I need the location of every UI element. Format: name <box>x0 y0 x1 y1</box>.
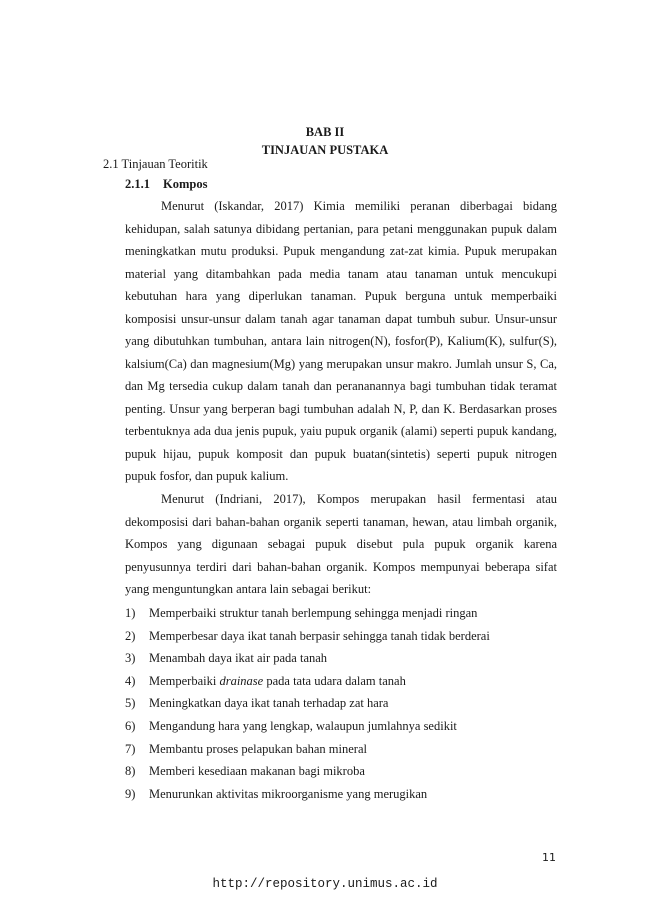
list-item-text: Menurunkan aktivitas mikroorganisme yang merugikan <box>149 786 428 801</box>
list-item-text: Membantu proses pelapukan bahan mineral <box>149 741 367 756</box>
section-heading: 2.1 Tinjauan Teoritik <box>103 157 208 171</box>
list-item-number: 6) <box>125 718 136 733</box>
list-item <box>125 670 565 693</box>
list-item-number: 4) <box>125 673 136 688</box>
chapter-number: BAB II <box>305 125 345 139</box>
list-item-number: 5) <box>125 696 136 711</box>
list-item-text: Menambah daya ikat air pada tanah <box>149 651 328 666</box>
list-item <box>125 692 565 715</box>
list-item <box>125 760 565 783</box>
chapter-title: TINJAUAN PUSTAKA <box>261 143 389 157</box>
list-item-text: Mengandung hara yang lengkap, walaupun jumlahnya sedikit <box>149 718 457 733</box>
list-item-text-pre: Memperbaiki <box>149 673 220 688</box>
list-item <box>125 647 565 670</box>
list-item-text: Meningkatkan daya ikat tanah terhadap zat hara <box>149 696 389 711</box>
list-item <box>125 738 565 761</box>
list-item <box>125 783 565 806</box>
list-item <box>125 625 565 648</box>
paragraph-kompos-1: Menurut (Iskandar, 2017) Kimia memiliki peranan diberbagai bidang kehidupan, salah satunya dibidang pertanian, para petani menggunakan pupuk dalam meningkatkan mutu produksi. Pupuk mengandung zat-zat kimia. Pupuk merupakan material yang ditambahkan pada media tanam atau tanaman untuk mencukupi kebutuhan hara yang diperlukan tanaman. Pupuk berguna untuk memperbaiki komposisi unsur-unsur dalam tanah agar tanaman dapat tumbuh subur. Unsur-unsur yang dibutuhkan tumbuhan, antara lain nitrogen(N), fosfor(P), Kalium(K), sulfur(S), kalsium(Ca) dan magnesium(Mg) yang merupakan unsur makro. Jumlah unsur S, Ca, dan Mg tersedia cukup dalam tanah dan perananannya bagi tumbuhan tidak teramat penting. Unsur yang berperan bagi tumbuhan adalah N, P, dan K. Berdasarkan proses terbentuknya ada dua jenis pupuk, yaiu pupuk organik (alami) seperti pupuk kandang, pupuk hijau, pupuk komposit dan pupuk buatan(sintetis) seperti pupuk nitrogen pupuk fosfor, dan pupuk kalium. <box>125 199 557 483</box>
list-item-number: 7) <box>125 741 136 756</box>
list-item <box>125 602 565 625</box>
subsection-heading <box>125 177 207 192</box>
subsection-title: Kompos <box>163 177 208 191</box>
list-item-number: 1) <box>125 606 136 620</box>
list-item-number: 9) <box>125 786 136 801</box>
list-item-number: 3) <box>125 651 136 666</box>
footer-url: http://repository.unimus.ac.id <box>212 877 438 891</box>
list-item-number: 8) <box>125 764 136 779</box>
list-item-emphasis: drainase <box>219 673 264 688</box>
paragraph-kompos-2: Menurut (Indriani, 2017), Kompos merupakan hasil fermentasi atau dekomposisi dari bahan-bahan organik seperti tanaman, hewan, atau limbah organik, Kompos yang digunaan sebagai pupuk disebut pula pupuk organik karena penyusunnya terdiri dari bahan-bahan organik. Kompos mempunyai beberapa sifat yang menguntungkan antara lain sebagai berikut: <box>125 492 557 596</box>
list-item-number: 2) <box>125 628 136 643</box>
list-item-text: Memperbaiki struktur tanah berlempung sehingga menjadi ringan <box>149 606 478 620</box>
list-item-text: Memperbesar daya ikat tanah berpasir sehingga tanah tidak berderai <box>149 628 490 643</box>
list-item-text: Memberi kesediaan makanan bagi mikroba <box>149 764 365 779</box>
benefits-list <box>125 602 565 805</box>
list-item-text-post: pada tata udara dalam tanah <box>263 673 406 688</box>
list-item <box>125 715 565 738</box>
subsection-number: 2.1.1 <box>125 177 150 191</box>
page-number: 11 <box>542 851 556 864</box>
